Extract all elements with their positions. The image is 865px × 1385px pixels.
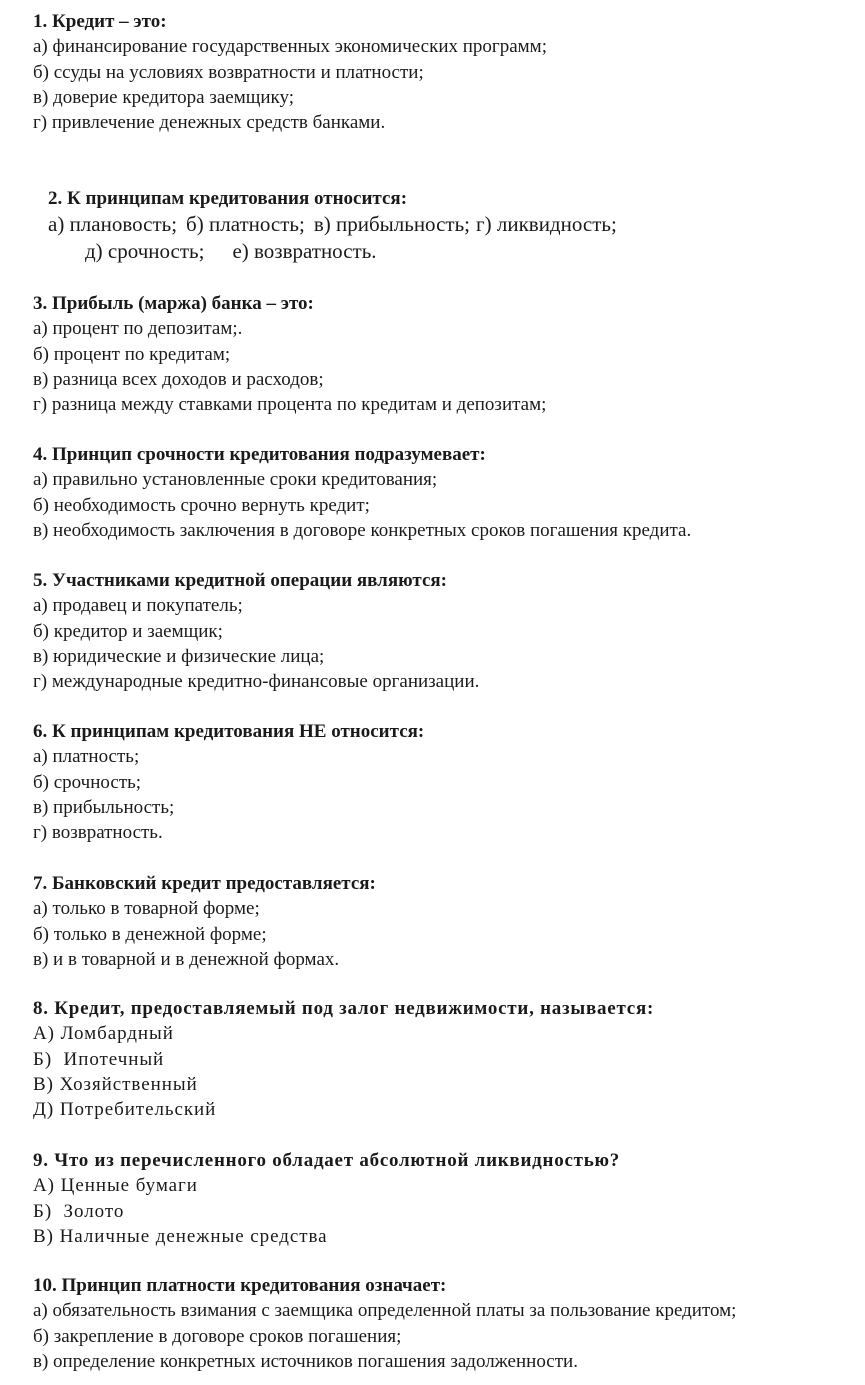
answer-option: А) Ценные бумаги	[33, 1175, 198, 1197]
question-9	[33, 1148, 620, 1249]
answer-option: г) международные кредитно-финансовые организации.	[33, 671, 480, 693]
question-8	[33, 996, 654, 1122]
answer-option: а) только в товарной форме;	[33, 898, 260, 920]
question-1	[33, 9, 547, 135]
answer-option: а) обязательность взимания с заемщика определенной платы за пользование кредитом;	[33, 1300, 737, 1322]
question-3	[33, 291, 546, 417]
question-title: 10. Принцип платности кредитования означает:	[33, 1275, 447, 1296]
answer-option: г) ликвидность;	[476, 212, 617, 236]
question-title: 8. Кредит, предоставляемый под залог недвижимости, называется:	[33, 998, 655, 1019]
answer-option: г) возвратность.	[33, 822, 163, 844]
answer-row	[48, 238, 617, 265]
question-title: 2. К принципам кредитования относится:	[48, 188, 408, 209]
answer-option: а) правильно установленные сроки кредитования;	[33, 469, 438, 491]
answer-option: А) Ломбардный	[33, 1023, 174, 1045]
answer-option: б) кредитор и заемщик;	[33, 620, 223, 642]
answer-option: в) разница всех доходов и расходов;	[33, 368, 324, 390]
question-7	[33, 871, 376, 972]
answer-option: в) юридические и физические лица;	[33, 645, 325, 667]
answer-row	[48, 211, 617, 238]
answer-option: Б) Ипотечный	[33, 1048, 165, 1070]
question-title: 3. Прибыль (маржа) банка – это:	[33, 293, 314, 314]
question-title: 6. К принципам кредитования НЕ относится:	[33, 721, 425, 742]
question-title: 4. Принцип срочности кредитования подразумевает:	[33, 444, 486, 465]
answer-option: в) и в товарной и в денежной формах.	[33, 948, 340, 970]
answer-option: б) срочность;	[33, 771, 142, 793]
question-title: 5. Участниками кредитной операции являются:	[33, 570, 447, 591]
question-title: 7. Банковский кредит предоставляется:	[33, 873, 376, 894]
answer-option: в) определение конкретных источников погашения задолженности.	[33, 1350, 578, 1372]
answer-option: в) прибыльность;	[313, 212, 470, 236]
answer-option: б) закрепление в договоре сроков погашения;	[33, 1325, 402, 1347]
answer-option: в) необходимость заключения в договоре конкретных сроков погашения кредита.	[33, 519, 692, 541]
answer-option: а) продавец и покупатель;	[33, 595, 243, 617]
answer-option: В) Наличные денежные средства	[33, 1225, 328, 1247]
answer-option: г) разница между ставками процента по кредитам и депозитам;	[33, 394, 547, 416]
answer-option: а) финансирование государственных экономических программ;	[33, 36, 547, 58]
answer-option: В) Хозяйственный	[33, 1073, 198, 1095]
answer-option: г) привлечение денежных средств банками.	[33, 112, 386, 134]
answer-option: Б) Золото	[33, 1200, 125, 1222]
answer-option: Д) Потребительский	[33, 1099, 217, 1121]
answer-option: в) доверие кредитора заемщику;	[33, 86, 295, 108]
answer-option: а) платность;	[33, 746, 140, 768]
answer-option: е) возвратность.	[232, 239, 377, 263]
answer-option: в) прибыльность;	[33, 796, 175, 818]
answer-option: б) только в денежной форме;	[33, 923, 267, 945]
answer-option: б) процент по кредитам;	[33, 343, 231, 365]
question-title: 9. Что из перечисленного обладает абсолютной ликвидностью?	[33, 1150, 621, 1171]
question-10	[33, 1273, 736, 1374]
answer-option: б) ссуды на условиях возвратности и платности;	[33, 61, 424, 83]
answer-option: а) плановость;	[48, 212, 178, 236]
answer-option: а) процент по депозитам;.	[33, 318, 243, 340]
question-4	[33, 442, 691, 543]
answer-option: б) платность;	[186, 212, 305, 236]
answer-option: д) срочность;	[85, 239, 205, 263]
question-title: 1. Кредит – это:	[33, 11, 167, 32]
question-2	[48, 186, 617, 265]
question-6	[33, 719, 424, 845]
question-5	[33, 568, 479, 694]
answer-option: б) необходимость срочно вернуть кредит;	[33, 494, 370, 516]
